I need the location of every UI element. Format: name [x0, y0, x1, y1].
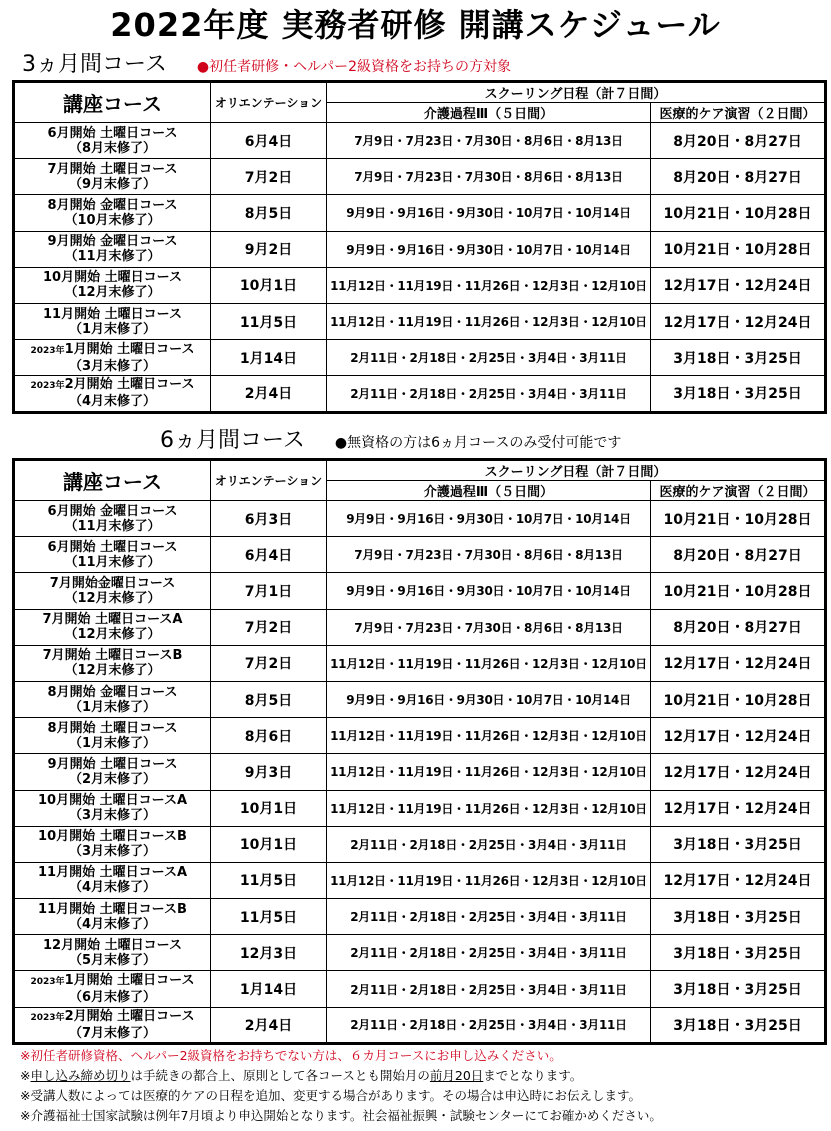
- iryo-dates: 8月20日・8月27日: [651, 159, 826, 195]
- header-kaigo: 介護過程Ⅲ（５日間）: [327, 103, 651, 123]
- course-year-prefix: 2023年: [30, 1012, 65, 1023]
- course-name-cell: [14, 899, 211, 935]
- iryo-dates: 12月17日・12月24日: [651, 645, 826, 681]
- orientation-date: 8月5日: [211, 195, 327, 231]
- course-name-cell: [14, 159, 211, 195]
- section-6month-header: [160, 424, 621, 454]
- course-name-cell: [14, 376, 211, 412]
- kaigo-dates: 7月9日・7月23日・7月30日・8月6日・8月13日: [327, 123, 651, 159]
- header-kaigo: 介護過程Ⅲ（５日間）: [327, 481, 651, 501]
- course-name: 11月開始 土曜日コースA: [37, 865, 188, 881]
- iryo-dates: 12月17日・12月24日: [651, 754, 826, 790]
- course-name: 9月開始 土曜日コース: [47, 756, 178, 772]
- table-row: [14, 303, 826, 339]
- section-6month-label: 6ヵ月間コース: [160, 428, 305, 453]
- course-end: （12月末修了）: [64, 590, 161, 606]
- table-row: [14, 971, 826, 1007]
- table-row: [14, 645, 826, 681]
- course-name: 10月開始 土曜日コース: [43, 270, 182, 286]
- kaigo-dates: 11月12日・11月19日・11月26日・12月3日・12月10日: [327, 645, 651, 681]
- kaigo-dates: 11月12日・11月19日・11月26日・12月3日・12月10日: [327, 267, 651, 303]
- course-name: 11月開始 土曜日コースB: [38, 901, 187, 917]
- course-name: 2月開始 土曜日コース: [64, 1008, 195, 1024]
- course-end: （1月末修了）: [68, 321, 157, 337]
- schedule-table-6month: [12, 458, 827, 1045]
- table-row: [14, 123, 826, 159]
- kaigo-dates: 9月9日・9月16日・9月30日・10月7日・10月14日: [327, 573, 651, 609]
- header-course: 講座コース: [14, 460, 211, 501]
- course-name: 1月開始 土曜日コース: [64, 973, 195, 989]
- table-row: [14, 573, 826, 609]
- orientation-date: 10月1日: [211, 790, 327, 826]
- header-orientation: オリエンテーション: [211, 82, 327, 123]
- iryo-dates: 10月21日・10月28日: [651, 195, 826, 231]
- table-row: [14, 159, 826, 195]
- kaigo-dates: 7月9日・7月23日・7月30日・8月6日・8月13日: [327, 609, 651, 645]
- course-end: （3月末修了）: [68, 844, 157, 860]
- course-end: （3月末修了）: [68, 358, 157, 374]
- course-name: 7月開始 土曜日コースB: [42, 648, 183, 664]
- course-end: （4月末修了）: [68, 394, 157, 410]
- header-iryo: 医療的ケア演習（２日間）: [651, 481, 826, 501]
- course-name: 6月開始 土曜日コース: [47, 539, 178, 555]
- course-name: 9月開始 金曜日コース: [47, 234, 178, 250]
- course-end: （8月末修了）: [68, 140, 157, 156]
- kaigo-dates: 2月11日・2月18日・2月25日・3月4日・3月11日: [327, 899, 651, 935]
- orientation-date: 6月3日: [211, 501, 327, 537]
- course-year-prefix: 2023年: [30, 345, 65, 356]
- header-orientation: オリエンテーション: [211, 460, 327, 501]
- table-row: [14, 754, 826, 790]
- iryo-dates: 3月18日・3月25日: [651, 971, 826, 1007]
- course-name: 8月開始 金曜日コース: [47, 684, 178, 700]
- kaigo-dates: 9月9日・9月16日・9月30日・10月7日・10月14日: [327, 231, 651, 267]
- table-row: [14, 195, 826, 231]
- footer-note-4: ※介護福祉士国家試験は例年7月頃より申込開始となります。社会福祉振興・試験センターにてお確かめください。: [20, 1108, 662, 1123]
- kaigo-dates: 9月9日・9月16日・9月30日・10月7日・10月14日: [327, 195, 651, 231]
- course-name: 10月開始 土曜日コースB: [38, 829, 187, 845]
- kaigo-dates: 11月12日・11月19日・11月26日・12月3日・12月10日: [327, 718, 651, 754]
- course-name-cell: [14, 645, 211, 681]
- kaigo-dates: 11月12日・11月19日・11月26日・12月3日・12月10日: [327, 790, 651, 826]
- table-row: [14, 1007, 826, 1043]
- course-name: 12月開始 土曜日コース: [43, 937, 182, 953]
- orientation-date: 7月2日: [211, 609, 327, 645]
- course-end: （5月末修了）: [68, 952, 157, 968]
- footer-note-2-prefix: ※: [20, 1068, 31, 1083]
- course-year-prefix: 2023年: [30, 977, 65, 988]
- table-row: [14, 267, 826, 303]
- course-end: （3月末修了）: [68, 808, 157, 824]
- orientation-date: 12月3日: [211, 935, 327, 971]
- orientation-date: 9月2日: [211, 231, 327, 267]
- footer-note-2-text: は手続きの都合上、原則として各コースとも開始月の: [130, 1068, 430, 1083]
- footer-note-3: ※受講人数によっては医療的ケアの日程を追加、変更する場合があります。その場合は申込時にお伝えします。: [20, 1088, 641, 1103]
- kaigo-dates: 2月11日・2月18日・2月25日・3月4日・3月11日: [327, 1007, 651, 1043]
- orientation-date: 8月6日: [211, 718, 327, 754]
- course-name-cell: [14, 340, 211, 376]
- kaigo-dates: 7月9日・7月23日・7月30日・8月6日・8月13日: [327, 537, 651, 573]
- table-row: [14, 826, 826, 862]
- orientation-date: 7月2日: [211, 645, 327, 681]
- course-end: （12月末修了）: [64, 663, 161, 679]
- iryo-dates: 8月20日・8月27日: [651, 537, 826, 573]
- course-name-cell: [14, 501, 211, 537]
- footer-note-1: ※初任者研修資格、ヘルパー2級資格をお持ちでない方は、６カ月コースにお申し込みください。: [20, 1048, 562, 1063]
- footer-note-2-suffix: までとなります。: [483, 1068, 583, 1083]
- course-end: （4月末修了）: [68, 880, 157, 896]
- kaigo-dates: 2月11日・2月18日・2月25日・3月4日・3月11日: [327, 826, 651, 862]
- course-name: 7月開始金曜日コース: [49, 575, 176, 591]
- course-name-cell: [14, 826, 211, 862]
- iryo-dates: 12月17日・12月24日: [651, 862, 826, 898]
- iryo-dates: 3月18日・3月25日: [651, 376, 826, 412]
- orientation-date: 7月1日: [211, 573, 327, 609]
- orientation-date: 11月5日: [211, 862, 327, 898]
- orientation-date: 6月4日: [211, 123, 327, 159]
- course-name-cell: [14, 862, 211, 898]
- course-name-cell: [14, 1007, 211, 1043]
- orientation-date: 7月2日: [211, 159, 327, 195]
- orientation-date: 11月5日: [211, 899, 327, 935]
- course-name: 7月開始 土曜日コース: [47, 161, 178, 177]
- course-end: （4月末修了）: [68, 916, 157, 932]
- course-name: 2月開始 土曜日コース: [64, 377, 195, 393]
- page-title: 2022年度 実務者研修 開講スケジュール: [110, 6, 721, 44]
- orientation-date: 10月1日: [211, 267, 327, 303]
- course-end: （12月末修了）: [64, 285, 161, 301]
- iryo-dates: 8月20日・8月27日: [651, 123, 826, 159]
- course-name: 11月開始 土曜日コース: [43, 306, 182, 322]
- course-end: （11月末修了）: [64, 554, 161, 570]
- table-row: [14, 340, 826, 376]
- course-end: （1月末修了）: [68, 699, 157, 715]
- course-name-cell: [14, 537, 211, 573]
- iryo-dates: 3月18日・3月25日: [651, 935, 826, 971]
- orientation-date: 9月3日: [211, 754, 327, 790]
- course-name-cell: [14, 303, 211, 339]
- course-name-cell: [14, 718, 211, 754]
- iryo-dates: 3月18日・3月25日: [651, 826, 826, 862]
- orientation-date: 10月1日: [211, 826, 327, 862]
- table-row: [14, 609, 826, 645]
- iryo-dates: 3月18日・3月25日: [651, 899, 826, 935]
- table-row: [14, 376, 826, 412]
- table-row: [14, 501, 826, 537]
- header-schooling: スクーリング日程（計７日間）: [327, 82, 826, 103]
- table-row: [14, 862, 826, 898]
- course-end: （11月末修了）: [64, 518, 161, 534]
- section-6month-note: ●無資格の方は6ヵ月コースのみ受付可能です: [334, 435, 622, 451]
- section-3month-header: [22, 48, 511, 78]
- course-end: （10月末修了）: [64, 212, 161, 228]
- course-name: 6月開始 土曜日コース: [47, 125, 178, 141]
- course-name: 6月開始 金曜日コース: [47, 503, 178, 519]
- table-row: [14, 899, 826, 935]
- iryo-dates: 3月18日・3月25日: [651, 340, 826, 376]
- header-schooling: スクーリング日程（計７日間）: [327, 460, 826, 481]
- kaigo-dates: 2月11日・2月18日・2月25日・3月4日・3月11日: [327, 376, 651, 412]
- section-3month-label: 3ヵ月間コース: [22, 52, 167, 77]
- course-name-cell: [14, 609, 211, 645]
- kaigo-dates: 9月9日・9月16日・9月30日・10月7日・10月14日: [327, 501, 651, 537]
- kaigo-dates: 2月11日・2月18日・2月25日・3月4日・3月11日: [327, 340, 651, 376]
- course-name-cell: [14, 267, 211, 303]
- course-name: 1月開始 土曜日コース: [64, 341, 195, 357]
- orientation-date: 1月14日: [211, 340, 327, 376]
- course-name-cell: [14, 754, 211, 790]
- course-name-cell: [14, 935, 211, 971]
- footer-notes: [20, 1046, 820, 1126]
- kaigo-dates: 2月11日・2月18日・2月25日・3月4日・3月11日: [327, 935, 651, 971]
- table-row: [14, 537, 826, 573]
- course-name-cell: [14, 231, 211, 267]
- iryo-dates: 10月21日・10月28日: [651, 573, 826, 609]
- course-name-cell: [14, 123, 211, 159]
- kaigo-dates: 7月9日・7月23日・7月30日・8月6日・8月13日: [327, 159, 651, 195]
- kaigo-dates: 11月12日・11月19日・11月26日・12月3日・12月10日: [327, 303, 651, 339]
- orientation-date: 11月5日: [211, 303, 327, 339]
- iryo-dates: 10月21日・10月28日: [651, 681, 826, 717]
- table-row: [14, 681, 826, 717]
- orientation-date: 1月14日: [211, 971, 327, 1007]
- table-row: [14, 718, 826, 754]
- kaigo-dates: 9月9日・9月16日・9月30日・10月7日・10月14日: [327, 681, 651, 717]
- iryo-dates: 8月20日・8月27日: [651, 609, 826, 645]
- course-name-cell: [14, 195, 211, 231]
- course-name-cell: [14, 971, 211, 1007]
- orientation-date: 2月4日: [211, 376, 327, 412]
- kaigo-dates: 11月12日・11月19日・11月26日・12月3日・12月10日: [327, 754, 651, 790]
- section-3month-note: ●初任者研修・ヘルパー2級資格をお持ちの方対象: [196, 59, 512, 75]
- iryo-dates: 10月21日・10月28日: [651, 231, 826, 267]
- course-name: 10月開始 土曜日コースA: [37, 793, 188, 809]
- course-end: （11月末修了）: [64, 249, 161, 265]
- kaigo-dates: 11月12日・11月19日・11月26日・12月3日・12月10日: [327, 862, 651, 898]
- course-end: （2月末修了）: [68, 771, 157, 787]
- iryo-dates: 3月18日・3月25日: [651, 1007, 826, 1043]
- course-year-prefix: 2023年: [30, 381, 65, 392]
- course-name-cell: [14, 681, 211, 717]
- orientation-date: 6月4日: [211, 537, 327, 573]
- orientation-date: 8月5日: [211, 681, 327, 717]
- course-name: 7月開始 土曜日コースA: [42, 612, 183, 628]
- header-iryo: 医療的ケア演習（２日間）: [651, 103, 826, 123]
- footer-deadline-date: 前月20日: [429, 1068, 484, 1083]
- footer-note-2: [20, 1066, 820, 1086]
- iryo-dates: 10月21日・10月28日: [651, 501, 826, 537]
- course-name-cell: [14, 573, 211, 609]
- table-row: [14, 935, 826, 971]
- kaigo-dates: 2月11日・2月18日・2月25日・3月4日・3月11日: [327, 971, 651, 1007]
- iryo-dates: 12月17日・12月24日: [651, 267, 826, 303]
- schedule-table-3month: [12, 80, 827, 414]
- course-name-cell: [14, 790, 211, 826]
- course-end: （1月末修了）: [68, 735, 157, 751]
- iryo-dates: 12月17日・12月24日: [651, 303, 826, 339]
- course-end: （12月末修了）: [64, 627, 161, 643]
- course-end: （9月末修了）: [68, 176, 157, 192]
- course-name: 8月開始 土曜日コース: [47, 720, 178, 736]
- table-row: [14, 231, 826, 267]
- table-row: [14, 790, 826, 826]
- orientation-date: 2月4日: [211, 1007, 327, 1043]
- iryo-dates: 12月17日・12月24日: [651, 718, 826, 754]
- header-course: 講座コース: [14, 82, 211, 123]
- course-end: （6月末修了）: [68, 990, 157, 1006]
- footer-deadline-label: 申し込み締め切り: [30, 1068, 131, 1083]
- iryo-dates: 12月17日・12月24日: [651, 790, 826, 826]
- course-end: （7月末修了）: [68, 1025, 157, 1041]
- course-name: 8月開始 金曜日コース: [47, 197, 178, 213]
